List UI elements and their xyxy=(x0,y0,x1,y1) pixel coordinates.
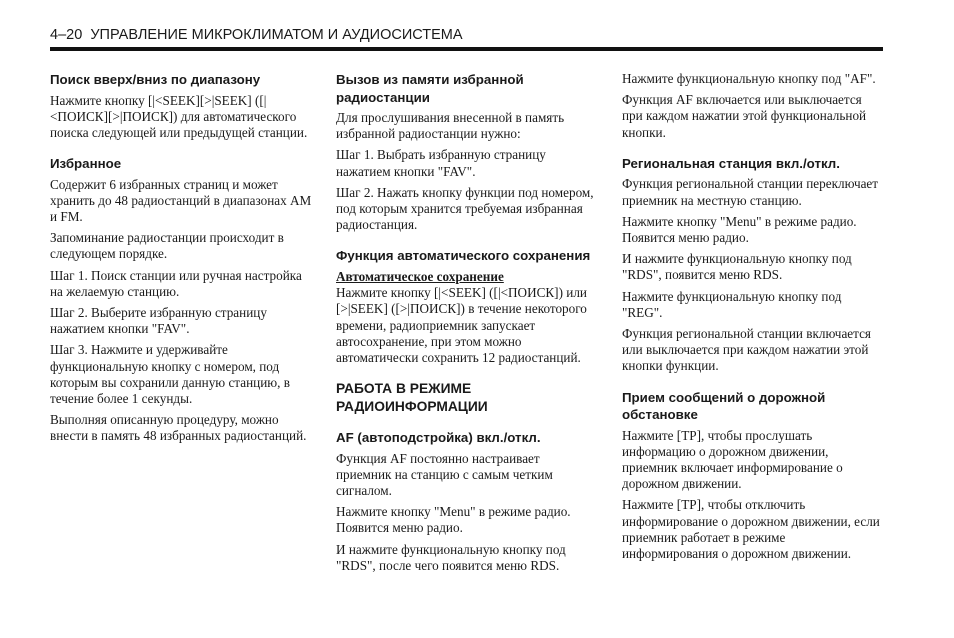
paragraph: Нажмите кнопку [|<SEEK] ([|<ПОИСК]) или [>|SEEK] ([>|ПОИСК]) в течение некоторого времени, радиоприемник запускает автосохранение, при этом можно автоматически сохранить 12 радиостанций. xyxy=(336,285,587,365)
paragraph: Нажмите функциональную кнопку под "AF". xyxy=(622,71,876,86)
heading-traffic-info: Прием сообщений о дорожной обстановке xyxy=(622,389,826,423)
heading-recall-favorite: Вызов из памяти избранной радиостанции xyxy=(336,72,524,105)
paragraph: Нажмите кнопку "Menu" в режиме радио. Появится меню радио. xyxy=(336,504,571,536)
paragraph: И нажмите функциональную кнопку под "RDS", после чего появится меню RDS. xyxy=(336,541,566,573)
subheading-auto-store: Автоматическое сохранение xyxy=(336,268,504,284)
heading-regional-station: Региональная станция вкл./откл. xyxy=(622,155,840,171)
paragraph: Шаг 2. Нажать кнопку функции под номером, под которым хранится требуемая избранная радиостанция. xyxy=(336,184,594,233)
paragraph: Шаг 3. Нажмите и удерживайте функциональную кнопку с номером, под которым вы сохранили данную станцию, в течение более 1 секунды. xyxy=(50,342,290,407)
paragraph: Нажмите функциональную кнопку под "REG". xyxy=(622,288,842,320)
column-2 xyxy=(336,71,598,579)
paragraph: Шаг 1. Поиск станции или ручная настройка на желаемую станцию. xyxy=(50,267,302,299)
paragraph: Содержит 6 избранных страниц и может хранить до 48 радиостанций в диапазонах AM и FM. xyxy=(50,176,312,225)
heading-af: AF (автоподстройка) вкл./откл. xyxy=(336,430,541,446)
page-number: 4–20 xyxy=(50,27,83,43)
paragraph: Функция AF постоянно настраивает приемник на станцию с самым четким сигналом. xyxy=(336,450,553,499)
page-header xyxy=(50,27,882,43)
paragraph: Выполняя описанную процедуру, можно внести в память 48 избранных радиостанций. xyxy=(50,412,307,444)
paragraph: Шаг 1. Выбрать избранную страницу нажатием кнопки "FAV". xyxy=(336,147,546,179)
paragraph: Запоминание радиостанции происходит в следующем порядке. xyxy=(50,230,284,262)
heading-favorites: Избранное xyxy=(50,156,122,172)
heading-rds-mode: РАБОТА В РЕЖИМЕ РАДИОИНФОРМАЦИИ xyxy=(336,381,488,415)
paragraph: Функция AF включается или выключается при каждом нажатии этой функциональной кнопки. xyxy=(622,92,867,140)
column-1 xyxy=(50,71,312,450)
paragraph: Для прослушивания внесенной в память избранной радиостанции нужно: xyxy=(336,110,565,142)
column-3 xyxy=(622,71,884,567)
heading-auto-store: Функция автоматического сохранения xyxy=(336,248,591,264)
paragraph: Функция региональной станции включается или выключается при каждом нажатии этой кнопки функции. xyxy=(622,325,871,374)
paragraph: Шаг 2. Выберите избранную страницу нажатием кнопки "FAV". xyxy=(50,305,267,337)
paragraph: Нажмите кнопку "Menu" в режиме радио. Появится меню радио. xyxy=(622,213,857,245)
section-title: УПРАВЛЕНИЕ МИКРОКЛИМАТОМ И АУДИОСИСТЕМА xyxy=(90,27,463,43)
heading-seek-search: Поиск вверх/вниз по диапазону xyxy=(50,72,261,87)
header-rule xyxy=(50,47,883,51)
paragraph: Нажмите кнопку [|<SEEK][>|SEEK] ([|<ПОИСК][>|ПОИСК]) для автоматического поиска следующей или предыдущей станции. xyxy=(50,92,308,140)
paragraph: Функция региональной станции переключает приемник на местную станцию. xyxy=(622,176,879,208)
paragraph: Нажмите [TP], чтобы прослушать информацию о дорожном движении, приемник включает информирование о дорожном движении. xyxy=(622,427,843,492)
paragraph: Нажмите [TP], чтобы отключить информирование о дорожном движении, если приемник работает в режиме информирования о дорожном движении. xyxy=(622,497,880,561)
paragraph: И нажмите функциональную кнопку под "RDS", появится меню RDS. xyxy=(622,251,852,283)
